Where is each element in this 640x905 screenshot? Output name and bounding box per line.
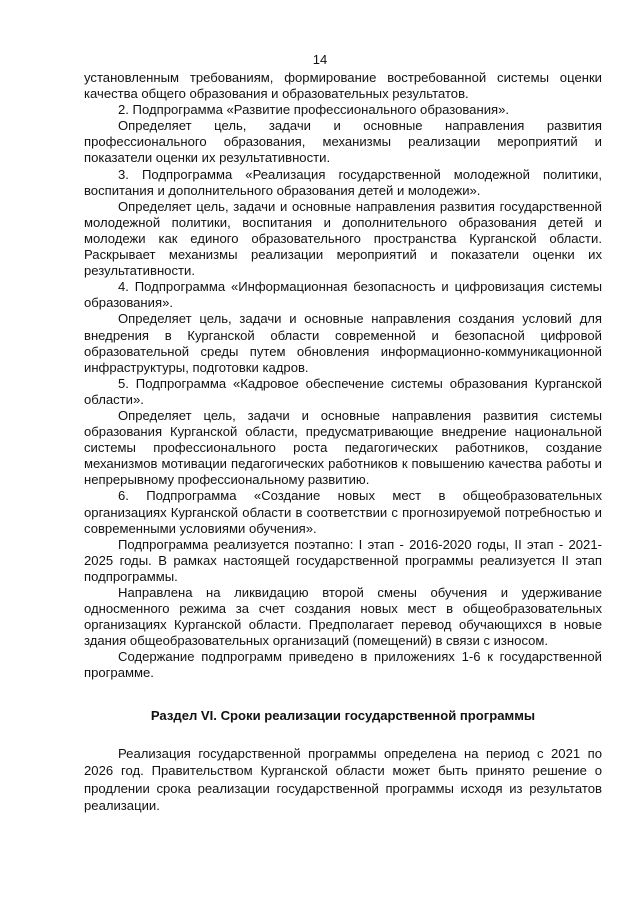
subprogram-5-title: 5. Подпрограмма «Кадровое обеспечение системы образования Курганской области». <box>84 375 602 407</box>
document-body <box>84 70 602 815</box>
subprogram-4-description: Определяет цель, задачи и основные направления создания условий для внедрения в Курганской области современной и безопасной цифровой образовательной среды путем обновления информационно-коммуникационной инфраструктуры, подготовки кадров. <box>84 311 602 375</box>
subprogram-3-title: 3. Подпрограмма «Реализация государственной молодежной политики, воспитания и дополнительного образования детей и молодежи». <box>84 166 602 198</box>
subprograms-appendix-note: Содержание подпрограмм приведено в приложениях 1-6 к государственной программе. <box>84 649 602 681</box>
subprogram-6-stages: Подпрограмма реализуется поэтапно: I этап - 2016-2020 годы, II этап - 2021-2025 годы. В рамках настоящей государственной программы реализуется II этап подпрограммы. <box>84 536 602 584</box>
subprogram-2-description: Определяет цель, задачи и основные направления развития профессионального образования, механизмы реализации мероприятий и показатели оценки их результативности. <box>84 118 602 166</box>
subprogram-5-description: Определяет цель, задачи и основные направления развития системы образования Курганской области, предусматривающие внедрение национальной системы профессионального роста педагогических работников, создание механизмов мотивации педагогических работников к повышению качества работы и непрерывному профессиональному развитию. <box>84 407 602 488</box>
section-heading: Раздел VI. Сроки реализации государственной программы <box>150 707 536 723</box>
subprogram-6-title: 6. Подпрограмма «Создание новых мест в общеобразовательных организациях Курганской области в соответствии с прогнозируемой потребностью и современными условиями обучения». <box>84 488 602 536</box>
subprogram-6-description: Направлена на ликвидацию второй смены обучения и удерживание односменного режима за счет создания новых мест в общеобразовательных организациях Курганской области. Предполагает перевод обучающихся в новые здания общеобразовательных организаций (помещений) в связи с износом. <box>84 585 602 649</box>
subprogram-3-description: Определяет цель, задачи и основные направления развития государственной молодежной политики, воспитания и дополнительного образования детей и молодежи как единого образовательного пространства Курганской области. Раскрывает механизмы реализации мероприятий и показатели оценки их результативности. <box>84 198 602 279</box>
paragraph-continuation: установленным требованиям, формирование востребованной системы оценки качества общего образования и образовательных результатов. <box>84 70 602 102</box>
subprogram-4-title: 4. Подпрограмма «Информационная безопасность и цифровизация системы образования». <box>84 279 602 311</box>
subprogram-2-title: 2. Подпрограмма «Развитие профессионального образования». <box>118 102 510 118</box>
page-number: 14 <box>312 52 328 67</box>
section-paragraph: Реализация государственной программы определена на период с 2021 по 2026 год. Правительством Курганской области может быть принято решение о продлении срока реализации государственной программы исходя из результатов реализации. <box>84 745 602 814</box>
